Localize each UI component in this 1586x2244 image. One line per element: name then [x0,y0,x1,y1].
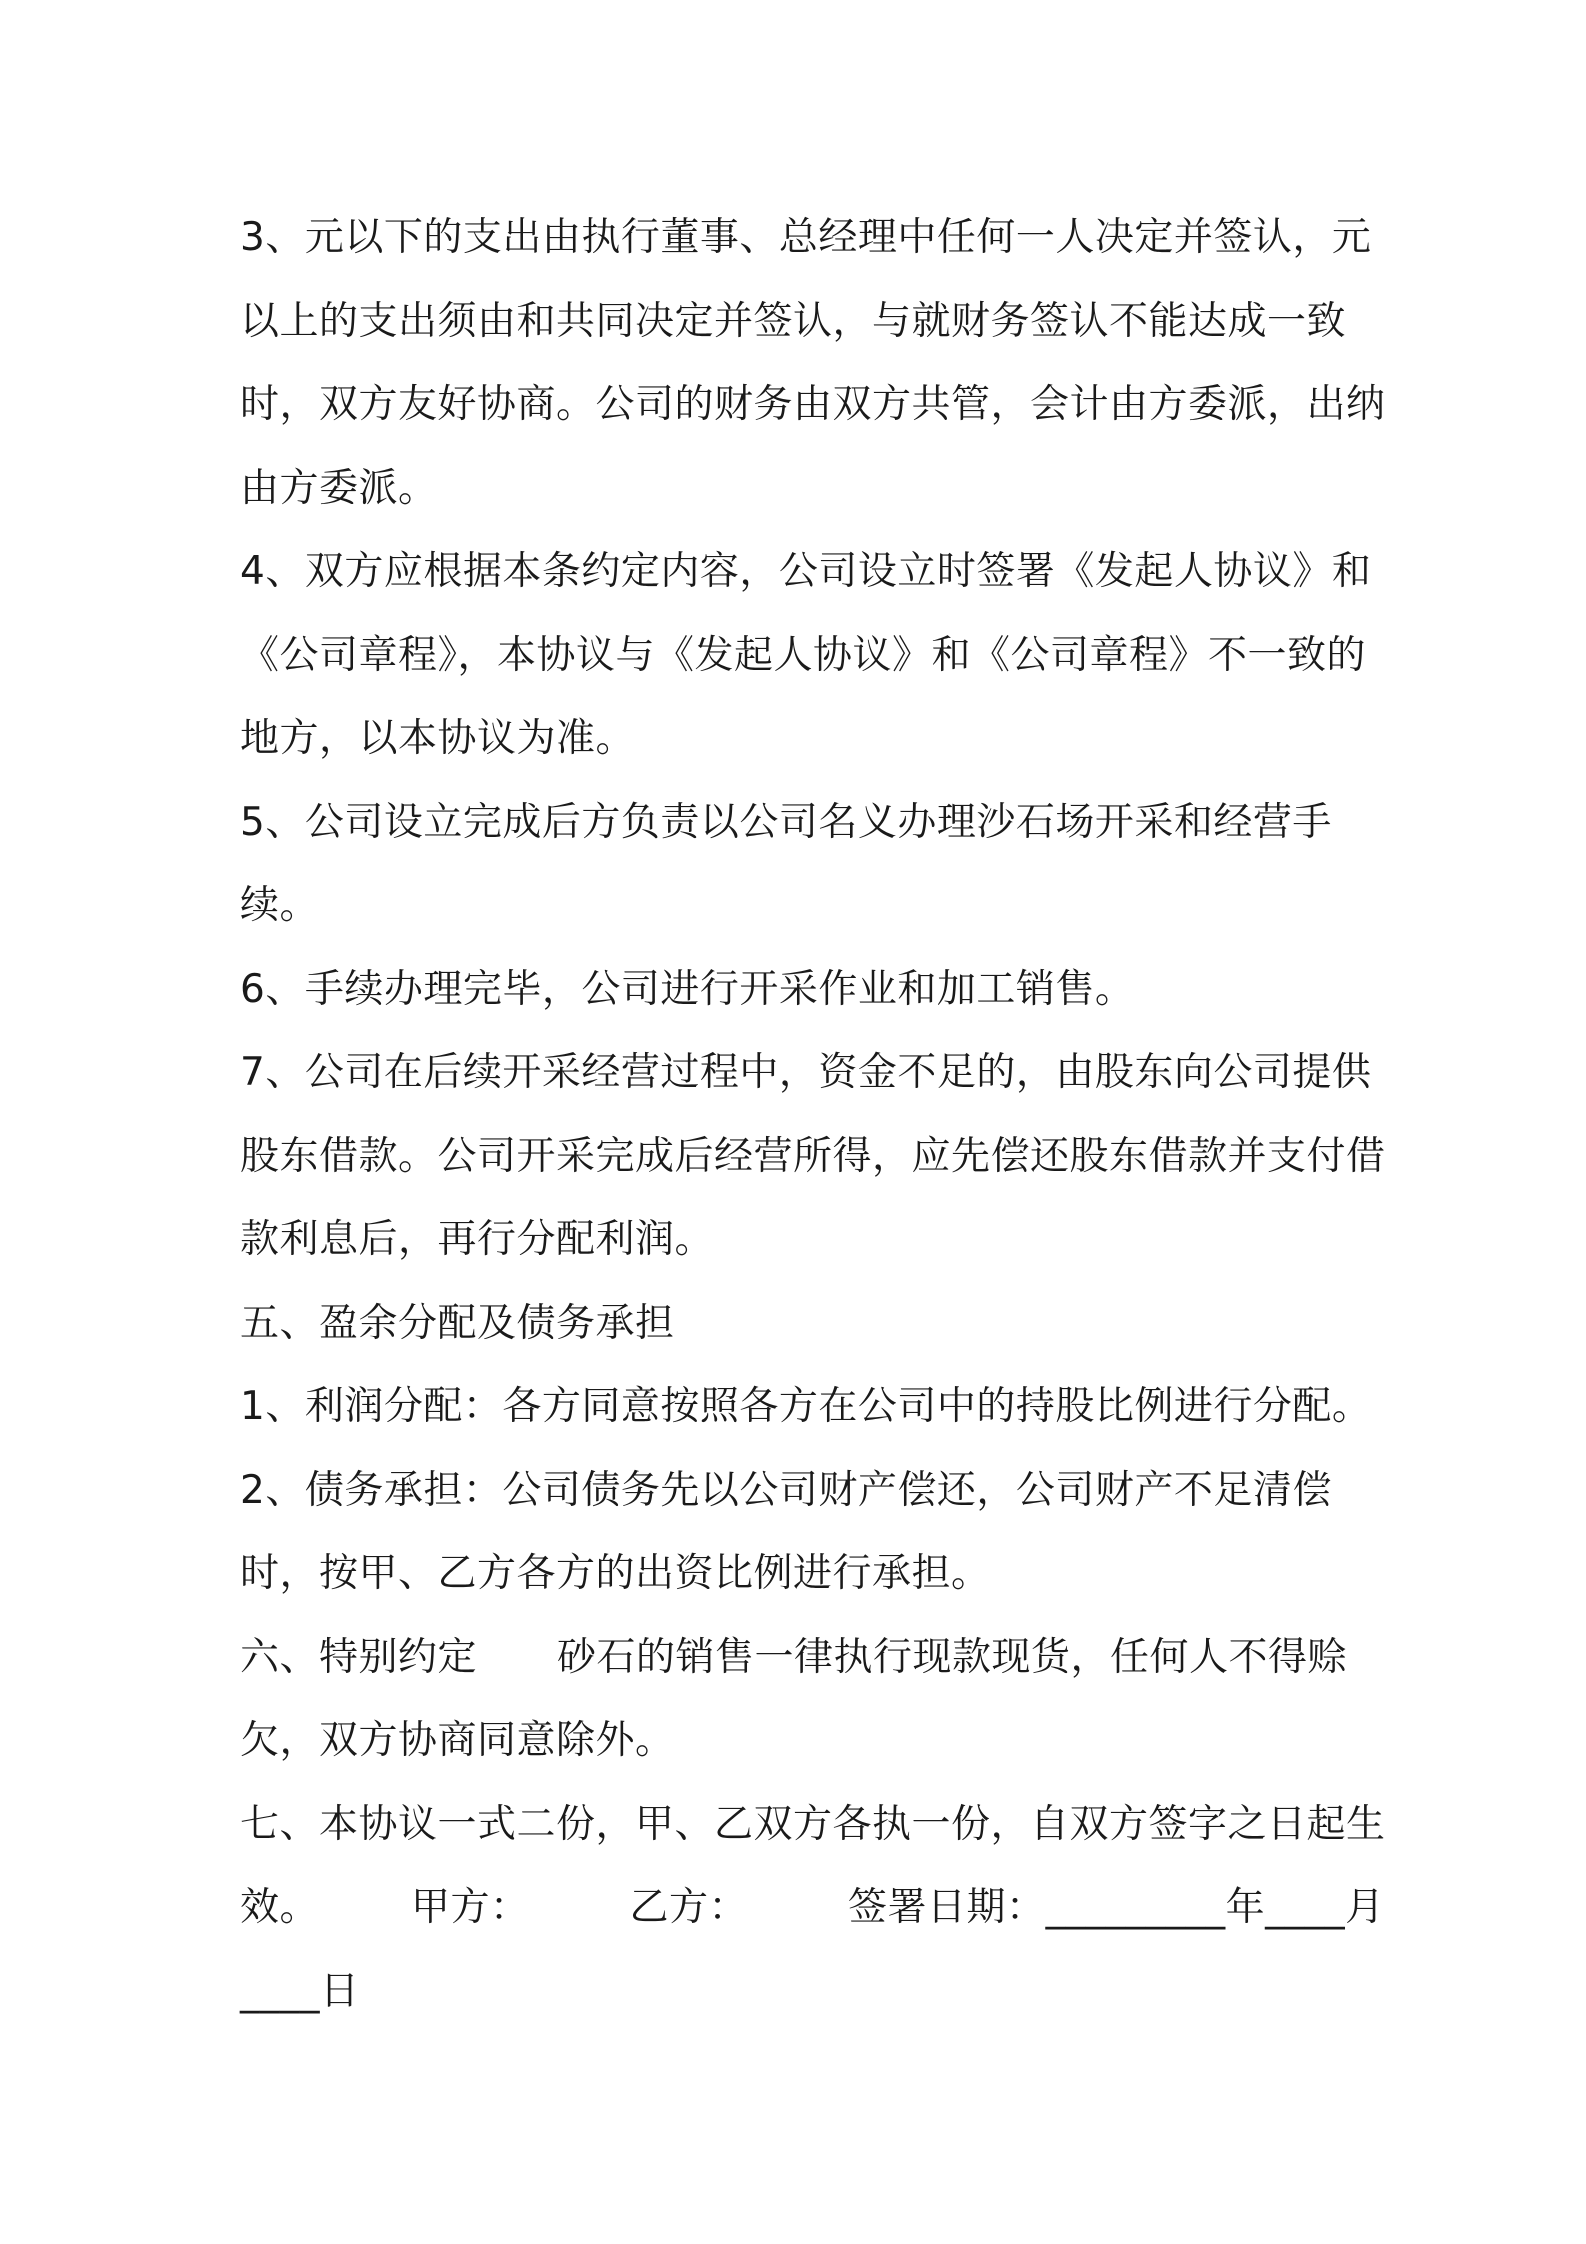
section-heading-profit: 五、盈余分配及债务承担 [240,1300,675,1346]
party-b-label: 乙方： [629,1885,749,1930]
closing-text: 七、本协议一式二份，甲、乙双方各执一份，自双方签字之日起生效。 [240,1801,1386,1930]
paragraph-profit-distribution: 1、利润分配：各方同意按照各方在公司中的持股比例进行分配。 [240,1384,1372,1429]
paragraph-special [240,1616,1390,1783]
special-text: 砂石的销售一律执行现款现货，任何人不得赊欠，双方协商同意除外。 [240,1634,1348,1763]
paragraph-closing [240,1783,1390,2034]
date-blank-year: _________年____ [1045,1885,1346,1930]
date-label: 签署日期： [848,1885,1046,1930]
document-body [240,196,1390,2033]
party-a-label: 甲方： [411,1885,530,1930]
paragraph-6: 6、手续办理完毕，公司进行开采作业和加工销售。 [240,966,1135,1012]
paragraph-4: 4、双方应根据本条约定内容，公司设立时签署《发起人协议》和《公司章程》，本协议与《发起人协议》和《公司章程》不一致的地方，以本协议为准。 [240,549,1372,761]
date-blank-month: 月____日 [240,1885,1385,2014]
paragraph-7: 7、公司在后续开采经营过程中，资金不足的，由股东向公司提供股东借款。公司开采完成后经营所得，应先偿还股东借款并支付借款利息后，再行分配利润。 [240,1050,1386,1262]
paragraph-5: 5、公司设立完成后方负责以公司名义办理沙石场开采和经营手续。 [240,799,1332,928]
special-heading: 六、特别约定 [240,1634,478,1680]
paragraph-3: 3、元以下的支出由执行董事、总经理中任何一人决定并签认，元以上的支出须由和共同决定并签认，与就财务签认不能达成一致时，双方友好协商。公司的财务由双方共管，会计由方委派，出纳由方委派。 [240,215,1386,511]
paragraph-debt: 2、债务承担：公司债务先以公司财产偿还，公司财产不足清偿时，按甲、乙方各方的出资比例进行承担。 [240,1467,1332,1596]
